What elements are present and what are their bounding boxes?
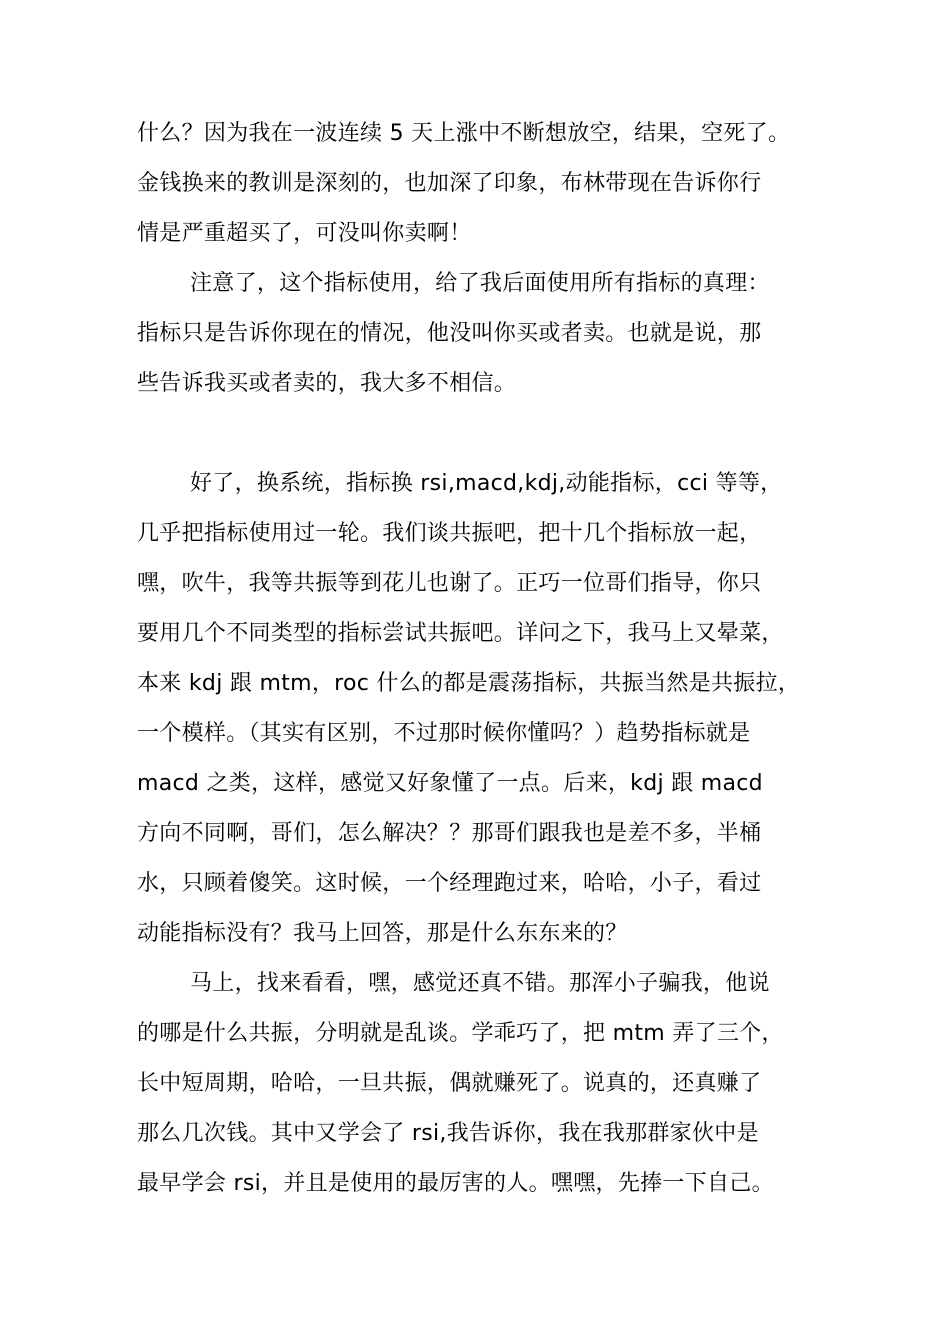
text-line: 动能指标没有？我马上回答，那是什么东东来的？ — [137, 921, 628, 946]
text-line: 要用几个不同类型的指标尝试共振吧。详问之下，我马上又晕菜， — [137, 621, 784, 646]
text-line: 嘿，吹牛，我等共振等到花儿也谢了。正巧一位哥们指导，你只 — [137, 571, 762, 596]
text-line: 好了，换系统，指标换 rsi,macd,kdj,动能指标，cci 等等， — [190, 471, 783, 496]
text-line: 指标只是告诉你现在的情况，他没叫你买或者卖。也就是说，那 — [137, 321, 762, 346]
text-line: 那么几次钱。其中又学会了 rsi,我告诉你，我在我那群家伙中是 — [137, 1121, 759, 1146]
text-line: 些告诉我买或者卖的，我大多不相信。 — [137, 371, 517, 396]
text-line: 的哪是什么共振，分明就是乱谈。学乖巧了，把 mtm 弄了三个， — [137, 1021, 784, 1046]
text-line: macd 之类，这样，感觉又好象懂了一点。后来，kdj 跟 macd — [137, 771, 763, 796]
text-line: 什么？因为我在一波连续 5 天上涨中不断想放空，结果，空死了。 — [137, 121, 791, 146]
text-line: 水，只顾着傻笑。这时候，一个经理跑过来，哈哈，小子，看过 — [137, 871, 762, 896]
text-line: 长中短周期，哈哈，一旦共振，偶就赚死了。说真的，还真赚了 — [137, 1071, 762, 1096]
text-line: 金钱换来的教训是深刻的，也加深了印象，布林带现在告诉你行 — [137, 171, 762, 196]
text-line: 一个模样。（其实有区别，不过那时候你懂吗？）趋势指标就是 — [137, 721, 751, 746]
text-line: 方向不同啊，哥们，怎么解决？？那哥们跟我也是差不多，半桶 — [137, 821, 762, 846]
text-line: 马上，找来看看，嘿，感觉还真不错。那浑小子骗我，他说 — [190, 971, 770, 996]
text-line: 本来 kdj 跟 mtm，roc 什么的都是震荡指标，共振当然是共振拉， — [137, 671, 801, 696]
text-line: 注意了，这个指标使用，给了我后面使用所有指标的真理： — [190, 271, 770, 296]
text-line: 几乎把指标使用过一轮。我们谈共振吧，把十几个指标放一起， — [137, 521, 762, 546]
text-line: 最早学会 rsi，并且是使用的最厉害的人。嘿嘿，先捧一下自己。 — [137, 1171, 774, 1196]
text-line: 情是严重超买了，可没叫你卖啊！ — [137, 221, 472, 246]
